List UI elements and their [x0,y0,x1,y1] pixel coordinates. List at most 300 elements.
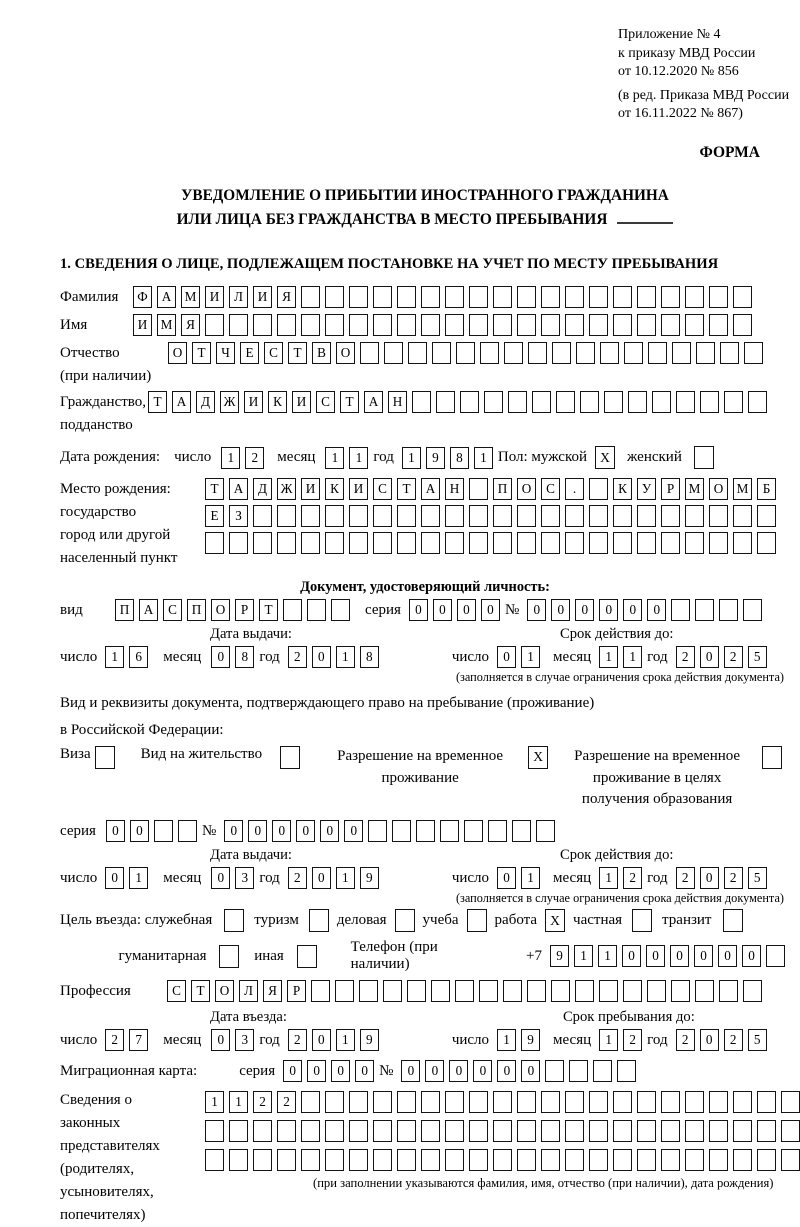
char-cell[interactable] [325,532,344,554]
char-cell[interactable] [421,1120,440,1142]
char-cell[interactable]: К [325,478,344,500]
char-cell[interactable] [541,532,560,554]
char-cell[interactable] [307,599,326,621]
char-cell[interactable]: Т [191,980,210,1002]
char-cell[interactable]: 0 [312,867,331,889]
purpose-official-checkbox[interactable] [224,909,244,932]
char-cell[interactable] [253,1149,272,1171]
char-cell[interactable] [617,1060,636,1082]
char-cell[interactable]: 0 [497,646,516,668]
char-cell[interactable] [685,286,704,308]
char-cell[interactable]: 0 [355,1060,374,1082]
char-cell[interactable] [397,314,416,336]
char-cell[interactable]: 0 [623,599,642,621]
char-cell[interactable]: 2 [724,1029,743,1051]
char-cell[interactable] [565,532,584,554]
char-cell[interactable]: Я [277,286,296,308]
char-cell[interactable] [253,314,272,336]
char-cell[interactable] [325,1149,344,1171]
char-cell[interactable] [373,532,392,554]
char-cell[interactable] [589,1120,608,1142]
char-cell[interactable] [277,1120,296,1142]
char-cell[interactable]: И [244,391,263,413]
char-cell[interactable]: 1 [336,1029,355,1051]
char-cell[interactable]: С [373,478,392,500]
char-cell[interactable] [373,505,392,527]
char-cell[interactable] [648,342,667,364]
char-cell[interactable]: 9 [426,447,445,469]
char-cell[interactable] [349,286,368,308]
char-cell[interactable]: 0 [521,1060,540,1082]
char-cell[interactable]: 0 [700,1029,719,1051]
char-cell[interactable]: К [613,478,632,500]
char-cell[interactable]: 2 [288,646,307,668]
char-cell[interactable]: 2 [676,1029,695,1051]
char-cell[interactable] [685,314,704,336]
char-cell[interactable]: И [133,314,152,336]
char-cell[interactable] [661,286,680,308]
char-cell[interactable]: И [205,286,224,308]
char-cell[interactable] [545,1060,564,1082]
char-cell[interactable]: 0 [700,646,719,668]
char-cell[interactable]: О [709,478,728,500]
char-cell[interactable] [397,532,416,554]
char-cell[interactable]: 0 [449,1060,468,1082]
char-cell[interactable] [624,342,643,364]
char-cell[interactable] [709,1149,728,1171]
char-cell[interactable] [517,1091,536,1113]
char-cell[interactable] [696,342,715,364]
char-cell[interactable] [613,286,632,308]
char-cell[interactable] [637,314,656,336]
gender-female-checkbox[interactable] [694,446,714,469]
char-cell[interactable] [277,1149,296,1171]
char-cell[interactable] [445,286,464,308]
char-cell[interactable]: Л [239,980,258,1002]
char-cell[interactable]: 1 [599,867,618,889]
char-cell[interactable] [178,820,197,842]
char-cell[interactable]: 2 [724,646,743,668]
char-cell[interactable]: А [229,478,248,500]
char-cell[interactable] [604,391,623,413]
char-cell[interactable] [676,391,695,413]
char-cell[interactable] [575,980,594,1002]
char-cell[interactable]: О [168,342,187,364]
char-cell[interactable]: 2 [676,867,695,889]
char-cell[interactable] [407,980,426,1002]
char-cell[interactable] [517,505,536,527]
char-cell[interactable] [229,1149,248,1171]
char-cell[interactable] [469,1149,488,1171]
residence-permit-checkbox[interactable] [280,746,300,769]
char-cell[interactable] [532,391,551,413]
char-cell[interactable] [253,1120,272,1142]
char-cell[interactable] [685,532,704,554]
char-cell[interactable]: 3 [235,1029,254,1051]
purpose-private-checkbox[interactable] [632,909,652,932]
char-cell[interactable] [781,1149,800,1171]
char-cell[interactable] [695,980,714,1002]
char-cell[interactable]: 0 [497,867,516,889]
char-cell[interactable] [301,505,320,527]
char-cell[interactable] [757,1091,776,1113]
char-cell[interactable] [766,945,785,967]
char-cell[interactable] [744,342,763,364]
char-cell[interactable] [600,342,619,364]
char-cell[interactable]: Т [340,391,359,413]
char-cell[interactable] [301,286,320,308]
char-cell[interactable]: 1 [402,447,421,469]
char-cell[interactable] [757,1149,776,1171]
char-cell[interactable] [392,820,411,842]
char-cell[interactable] [541,505,560,527]
char-cell[interactable]: 1 [521,867,540,889]
char-cell[interactable]: 0 [105,867,124,889]
char-cell[interactable]: З [229,505,248,527]
char-cell[interactable] [709,505,728,527]
char-cell[interactable] [493,1120,512,1142]
char-cell[interactable] [589,286,608,308]
purpose-tourism-checkbox[interactable] [309,909,329,932]
char-cell[interactable] [205,1149,224,1171]
char-cell[interactable] [480,342,499,364]
char-cell[interactable] [349,505,368,527]
char-cell[interactable]: 0 [307,1060,326,1082]
char-cell[interactable] [709,286,728,308]
char-cell[interactable]: М [157,314,176,336]
char-cell[interactable]: 8 [235,646,254,668]
char-cell[interactable] [301,1091,320,1113]
char-cell[interactable] [445,1120,464,1142]
char-cell[interactable] [421,505,440,527]
char-cell[interactable]: Я [263,980,282,1002]
char-cell[interactable] [623,980,642,1002]
char-cell[interactable] [301,1149,320,1171]
char-cell[interactable]: Е [240,342,259,364]
char-cell[interactable]: 0 [401,1060,420,1082]
char-cell[interactable]: 2 [245,447,264,469]
char-cell[interactable]: 0 [425,1060,444,1082]
char-cell[interactable] [637,1149,656,1171]
char-cell[interactable] [469,1120,488,1142]
char-cell[interactable] [661,532,680,554]
purpose-other-checkbox[interactable] [297,945,317,968]
char-cell[interactable]: 1 [623,646,642,668]
char-cell[interactable] [613,1120,632,1142]
char-cell[interactable] [397,505,416,527]
char-cell[interactable] [488,820,507,842]
char-cell[interactable]: 0 [409,599,428,621]
char-cell[interactable]: 9 [550,945,569,967]
char-cell[interactable]: 2 [623,867,642,889]
temp-residence-edu-checkbox[interactable] [762,746,782,769]
char-cell[interactable]: Е [205,505,224,527]
char-cell[interactable]: С [541,478,560,500]
char-cell[interactable] [552,342,571,364]
char-cell[interactable] [733,1091,752,1113]
char-cell[interactable] [408,342,427,364]
char-cell[interactable] [565,314,584,336]
char-cell[interactable] [464,820,483,842]
char-cell[interactable] [757,1120,776,1142]
char-cell[interactable]: 2 [277,1091,296,1113]
char-cell[interactable] [695,599,714,621]
char-cell[interactable] [576,342,595,364]
char-cell[interactable]: У [637,478,656,500]
char-cell[interactable]: Т [205,478,224,500]
char-cell[interactable]: Л [229,286,248,308]
char-cell[interactable] [637,532,656,554]
char-cell[interactable] [421,1149,440,1171]
char-cell[interactable]: 0 [473,1060,492,1082]
char-cell[interactable]: 0 [742,945,761,967]
char-cell[interactable] [205,532,224,554]
char-cell[interactable]: О [215,980,234,1002]
char-cell[interactable] [637,286,656,308]
char-cell[interactable]: Д [253,478,272,500]
char-cell[interactable] [517,286,536,308]
char-cell[interactable] [719,980,738,1002]
char-cell[interactable] [569,1060,588,1082]
char-cell[interactable] [781,1120,800,1142]
char-cell[interactable] [368,820,387,842]
char-cell[interactable] [277,314,296,336]
char-cell[interactable]: 2 [288,867,307,889]
char-cell[interactable] [445,505,464,527]
char-cell[interactable] [565,505,584,527]
char-cell[interactable]: 0 [296,820,315,842]
char-cell[interactable] [325,314,344,336]
char-cell[interactable] [469,505,488,527]
char-cell[interactable] [757,505,776,527]
char-cell[interactable] [565,286,584,308]
char-cell[interactable]: 0 [224,820,243,842]
char-cell[interactable]: А [157,286,176,308]
char-cell[interactable] [733,505,752,527]
char-cell[interactable] [445,532,464,554]
char-cell[interactable] [277,505,296,527]
char-cell[interactable]: И [253,286,272,308]
char-cell[interactable] [613,1091,632,1113]
char-cell[interactable] [479,980,498,1002]
char-cell[interactable] [440,820,459,842]
title-blank-line[interactable] [617,211,673,224]
char-cell[interactable]: 2 [676,646,695,668]
char-cell[interactable] [373,1091,392,1113]
char-cell[interactable]: 0 [551,599,570,621]
char-cell[interactable]: А [139,599,158,621]
char-cell[interactable] [565,1091,584,1113]
char-cell[interactable] [743,599,762,621]
char-cell[interactable] [493,1149,512,1171]
char-cell[interactable] [565,1120,584,1142]
char-cell[interactable] [589,314,608,336]
char-cell[interactable]: 2 [623,1029,642,1051]
char-cell[interactable]: 0 [331,1060,350,1082]
char-cell[interactable] [445,314,464,336]
char-cell[interactable]: 2 [724,867,743,889]
char-cell[interactable]: 9 [360,867,379,889]
char-cell[interactable]: 9 [360,1029,379,1051]
char-cell[interactable] [613,314,632,336]
char-cell[interactable] [493,505,512,527]
char-cell[interactable]: С [167,980,186,1002]
char-cell[interactable]: А [364,391,383,413]
char-cell[interactable] [781,1091,800,1113]
char-cell[interactable]: 0 [433,599,452,621]
char-cell[interactable]: 5 [748,867,767,889]
char-cell[interactable]: 1 [521,646,540,668]
char-cell[interactable] [541,1091,560,1113]
char-cell[interactable]: 5 [748,646,767,668]
char-cell[interactable]: 1 [574,945,593,967]
char-cell[interactable] [637,1120,656,1142]
char-cell[interactable]: 1 [229,1091,248,1113]
char-cell[interactable] [661,505,680,527]
char-cell[interactable] [397,1091,416,1113]
char-cell[interactable] [733,1120,752,1142]
char-cell[interactable] [661,1091,680,1113]
char-cell[interactable]: П [493,478,512,500]
char-cell[interactable] [493,532,512,554]
char-cell[interactable]: М [733,478,752,500]
char-cell[interactable] [229,1120,248,1142]
char-cell[interactable]: 6 [129,646,148,668]
char-cell[interactable] [154,820,173,842]
char-cell[interactable] [724,391,743,413]
char-cell[interactable]: Т [259,599,278,621]
char-cell[interactable]: 1 [105,646,124,668]
char-cell[interactable]: 8 [360,646,379,668]
char-cell[interactable]: 0 [312,646,331,668]
char-cell[interactable] [733,1149,752,1171]
char-cell[interactable]: 1 [599,646,618,668]
char-cell[interactable] [556,391,575,413]
char-cell[interactable]: 1 [221,447,240,469]
char-cell[interactable] [359,980,378,1002]
char-cell[interactable] [613,505,632,527]
char-cell[interactable] [469,478,488,500]
char-cell[interactable]: 0 [272,820,291,842]
char-cell[interactable] [301,532,320,554]
char-cell[interactable]: 0 [575,599,594,621]
char-cell[interactable] [283,599,302,621]
char-cell[interactable] [311,980,330,1002]
char-cell[interactable]: Т [288,342,307,364]
char-cell[interactable] [661,1149,680,1171]
char-cell[interactable] [589,505,608,527]
char-cell[interactable] [685,505,704,527]
char-cell[interactable] [536,820,555,842]
char-cell[interactable] [517,1149,536,1171]
char-cell[interactable] [373,1149,392,1171]
char-cell[interactable] [503,980,522,1002]
char-cell[interactable] [671,980,690,1002]
char-cell[interactable]: 1 [336,646,355,668]
char-cell[interactable]: П [187,599,206,621]
char-cell[interactable] [253,532,272,554]
char-cell[interactable]: И [292,391,311,413]
char-cell[interactable] [661,1120,680,1142]
char-cell[interactable] [685,1120,704,1142]
char-cell[interactable] [652,391,671,413]
char-cell[interactable] [421,532,440,554]
char-cell[interactable] [541,1149,560,1171]
char-cell[interactable]: 1 [599,1029,618,1051]
char-cell[interactable]: 9 [521,1029,540,1051]
char-cell[interactable] [436,391,455,413]
char-cell[interactable] [325,1091,344,1113]
char-cell[interactable] [331,599,350,621]
char-cell[interactable]: Б [757,478,776,500]
char-cell[interactable]: Ж [220,391,239,413]
char-cell[interactable] [416,820,435,842]
char-cell[interactable]: 0 [344,820,363,842]
char-cell[interactable] [709,314,728,336]
char-cell[interactable] [349,1120,368,1142]
char-cell[interactable]: К [268,391,287,413]
char-cell[interactable] [517,532,536,554]
char-cell[interactable] [589,532,608,554]
char-cell[interactable]: 0 [283,1060,302,1082]
char-cell[interactable] [541,286,560,308]
char-cell[interactable] [301,314,320,336]
purpose-transit-checkbox[interactable] [723,909,743,932]
char-cell[interactable] [460,391,479,413]
char-cell[interactable] [373,1120,392,1142]
char-cell[interactable] [628,391,647,413]
char-cell[interactable] [469,1091,488,1113]
char-cell[interactable] [719,599,738,621]
purpose-study-checkbox[interactable] [467,909,487,932]
purpose-humanitarian-checkbox[interactable] [219,945,239,968]
char-cell[interactable] [205,314,224,336]
char-cell[interactable] [301,1120,320,1142]
char-cell[interactable] [593,1060,612,1082]
char-cell[interactable] [551,980,570,1002]
char-cell[interactable] [349,1149,368,1171]
char-cell[interactable]: 1 [325,447,344,469]
char-cell[interactable]: 0 [670,945,689,967]
char-cell[interactable] [493,286,512,308]
char-cell[interactable]: 1 [336,867,355,889]
char-cell[interactable] [373,286,392,308]
purpose-work-checkbox[interactable]: X [545,909,565,932]
char-cell[interactable]: С [316,391,335,413]
char-cell[interactable]: Р [661,478,680,500]
char-cell[interactable] [469,286,488,308]
char-cell[interactable] [743,980,762,1002]
char-cell[interactable] [565,1149,584,1171]
char-cell[interactable] [517,314,536,336]
char-cell[interactable]: Д [196,391,215,413]
char-cell[interactable] [685,1091,704,1113]
char-cell[interactable]: Ж [277,478,296,500]
char-cell[interactable] [647,980,666,1002]
char-cell[interactable]: 0 [481,599,500,621]
char-cell[interactable] [277,532,296,554]
char-cell[interactable] [412,391,431,413]
char-cell[interactable] [517,1120,536,1142]
char-cell[interactable]: М [685,478,704,500]
char-cell[interactable]: 0 [211,646,230,668]
char-cell[interactable] [432,342,451,364]
char-cell[interactable] [445,1091,464,1113]
char-cell[interactable]: 1 [474,447,493,469]
char-cell[interactable] [733,286,752,308]
char-cell[interactable] [397,286,416,308]
char-cell[interactable] [421,314,440,336]
